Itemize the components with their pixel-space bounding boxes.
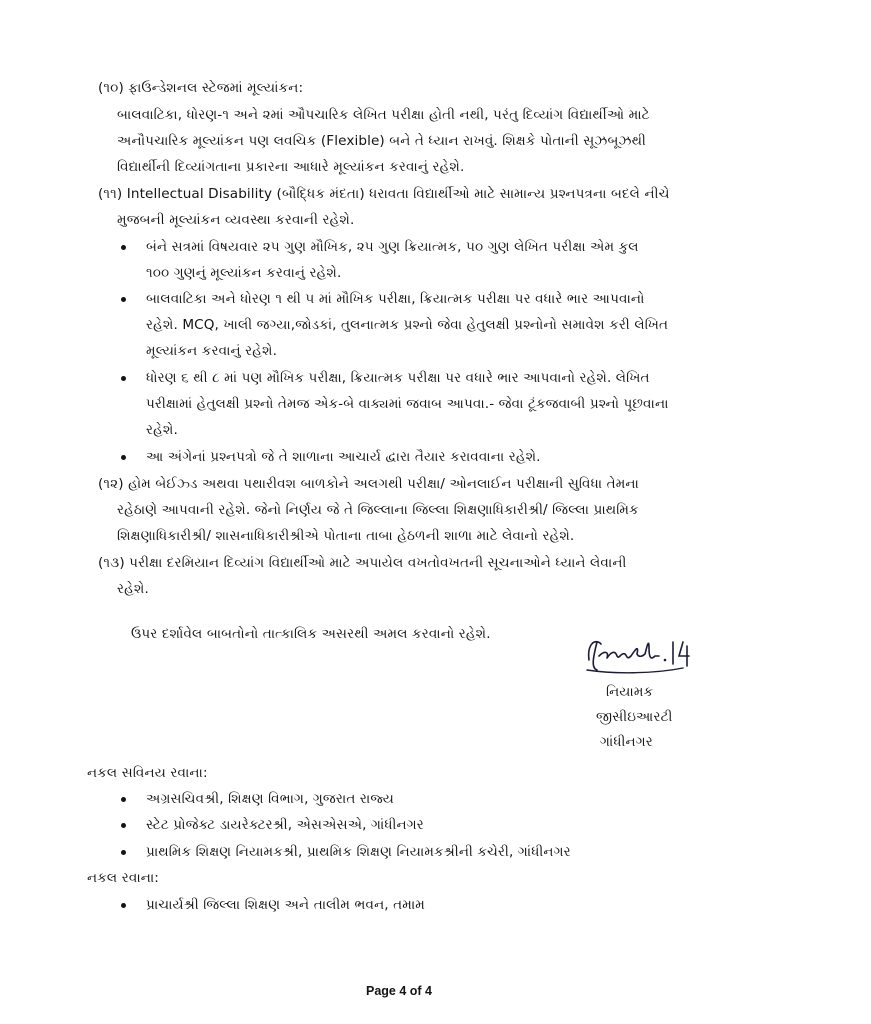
section-10-line-1: બાલવાટિકા, ધોરણ-૧ અને ૨માં ઔપચારિક લેખિત પરીક્ષા હોતી નથી, પરંતુ દિવ્યાંગ વિદ્યાર્થીઓ માટે <box>117 107 650 123</box>
bullet-icon <box>121 245 126 250</box>
signatory-city: ગાંધીનગર <box>600 734 653 750</box>
section-10-line-2: અનૌપચારિક મૂલ્યાંકન પણ લવચિક (Flexible) બને તે ધ્યાન રાખવું. શિક્ષકે પોતાની સૂઝબૂઝથી <box>117 133 646 149</box>
copy-respectfully-title: નકલ સવિનય રવાના: <box>87 765 208 781</box>
signature-image <box>583 630 703 678</box>
section-12-line-2: શિક્ષણાધિકારીશ્રી/ શાસનાધિકારીશ્રીએ પોતાના તાબા હેઠળની શાળા માટે લેવાનો રહેશે. <box>117 528 575 544</box>
section-11-bullet-4-line-1: આ અંગેનાં પ્રશ્નપત્રો જે તે શાળાના આચાર્ય દ્વારા તૈયાર કરાવવાના રહેશે. <box>146 449 541 465</box>
section-11-bullet-3-line-3: રહેશે. <box>146 422 178 438</box>
section-11-bullet-1-line-2: ૧૦૦ ગુણનું મૂલ્યાંકન કરવાનું રહેશે. <box>146 265 342 281</box>
copy-to-item-1: પ્રાચાર્યશ્રી જિલ્લા શિક્ષણ અને તાલીમ ભવન, તમામ <box>146 897 425 913</box>
section-12-heading: (૧૨) હોમ બેઈઝ્ડ અથવા પથારીવશ બાળકોને અલગથી પરીક્ષા/ ઓનલાઈન પરીક્ષાની સુવિધા તેમના <box>98 476 639 492</box>
bullet-icon <box>121 455 126 460</box>
section-12-line-1: રહેઠાણે આપવાની રહેશે. જેનો નિર્ણય જે તે જિલ્લાના જિલ્લા શિક્ષણાધિકારીશ્રી/ જિલ્લા પ્રાથમિક <box>117 502 639 518</box>
bullet-icon <box>121 850 126 855</box>
copy-respectfully-item-3: પ્રાથમિક શિક્ષણ નિયામકશ્રી, પ્રાથમિક શિક્ષણ નિયામકશ્રીની કચેરી, ગાંધીનગર <box>146 844 571 860</box>
copy-to-title: નકલ રવાના: <box>87 870 159 886</box>
section-10-line-3: વિદ્યાર્થીની દિવ્યાંગતાના પ્રકારના આધારે મૂલ્યાંકન કરવાનું રહેશે. <box>117 159 465 175</box>
page-number: Page 4 of 4 <box>366 984 432 998</box>
signatory-designation: નિયામક <box>606 684 654 700</box>
bullet-icon <box>121 823 126 828</box>
bullet-icon <box>121 297 126 302</box>
copy-respectfully-item-2: સ્ટેટ પ્રોજેક્ટ ડાયરેક્ટરશ્રી, એસએસએ, ગાંધીનગર <box>146 817 424 833</box>
section-10-heading: (૧૦) ફાઉન્ડેશનલ સ્ટેજમાં મૂલ્યાંકન: <box>98 80 304 96</box>
copy-respectfully-item-1: અગ્રસચિવશ્રી, શિક્ષણ વિભાગ, ગુજરાત રાજ્ય <box>146 791 394 807</box>
section-13-heading: (૧૩) પરીક્ષા દરમિયાન દિવ્યાંગ વિદ્યાર્થીઓ માટે અપાયેલ વખતોવખતની સૂચનાઓને ધ્યાને લેવાની <box>98 555 627 571</box>
section-11-bullet-1-line-1: બંને સત્રમાં વિષયવાર ૨૫ ગુણ મૌખિક, ૨૫ ગુણ ક્રિયાત્મક, ૫૦ ગુણ લેખિત પરીક્ષા એમ કુલ <box>146 239 639 255</box>
section-11-bullet-3-line-2: પરીક્ષામાં હેતુલક્ષી પ્રશ્નો તેમજ એક-બે વાક્યમાં જવાબ આપવા.- જેવા ટૂંકજવાબી પ્રશ્નો પૂછવાના <box>146 396 669 412</box>
section-11-bullet-2-line-1: બાલવાટિકા અને ધોરણ ૧ થી ૫ માં મૌખિક પરીક્ષા, ક્રિયાત્મક પરીક્ષા પર વધારે ભાર આપવાનો <box>146 291 645 307</box>
section-13-line-1: રહેશે. <box>117 581 149 597</box>
bullet-icon <box>121 797 126 802</box>
section-11-line-1: મુજબની મૂલ્યાંકન વ્યવસ્થા કરવાની રહેશે. <box>117 212 355 228</box>
bullet-icon <box>121 376 126 381</box>
section-11-bullet-2-line-2: રહેશે. MCQ, ખાલી જગ્યા,જોડકાં, તુલનાત્મક પ્રશ્નો જેવા હેતુલક્ષી પ્રશ્નોનો સમાવેશ કરી લેખિત <box>146 317 669 333</box>
bullet-icon <box>121 903 126 908</box>
closing-note: ઉપર દર્શાવેલ બાબતોનો તાત્કાલિક અસરથી અમલ કરવાનો રહેશે. <box>131 626 491 642</box>
signatory-office: જીસીઇઆરટી <box>596 709 673 725</box>
section-11-heading: (૧૧) Intellectual Disability (બૌદ્ધિક મંદતા) ધરાવતા વિદ્યાર્થીઓ માટે સામાન્ય પ્રશ્નપત્રના બદલે નીચે <box>98 186 670 202</box>
section-11-bullet-3-line-1: ધોરણ ૬ થી ૮ માં પણ મૌખિક પરીક્ષા, ક્રિયાત્મક પરીક્ષા પર વધારે ભાર આપવાનો રહેશે. લેખિત <box>146 370 650 386</box>
section-11-bullet-2-line-3: મૂલ્યાંકન કરવાનું રહેશે. <box>146 343 278 359</box>
